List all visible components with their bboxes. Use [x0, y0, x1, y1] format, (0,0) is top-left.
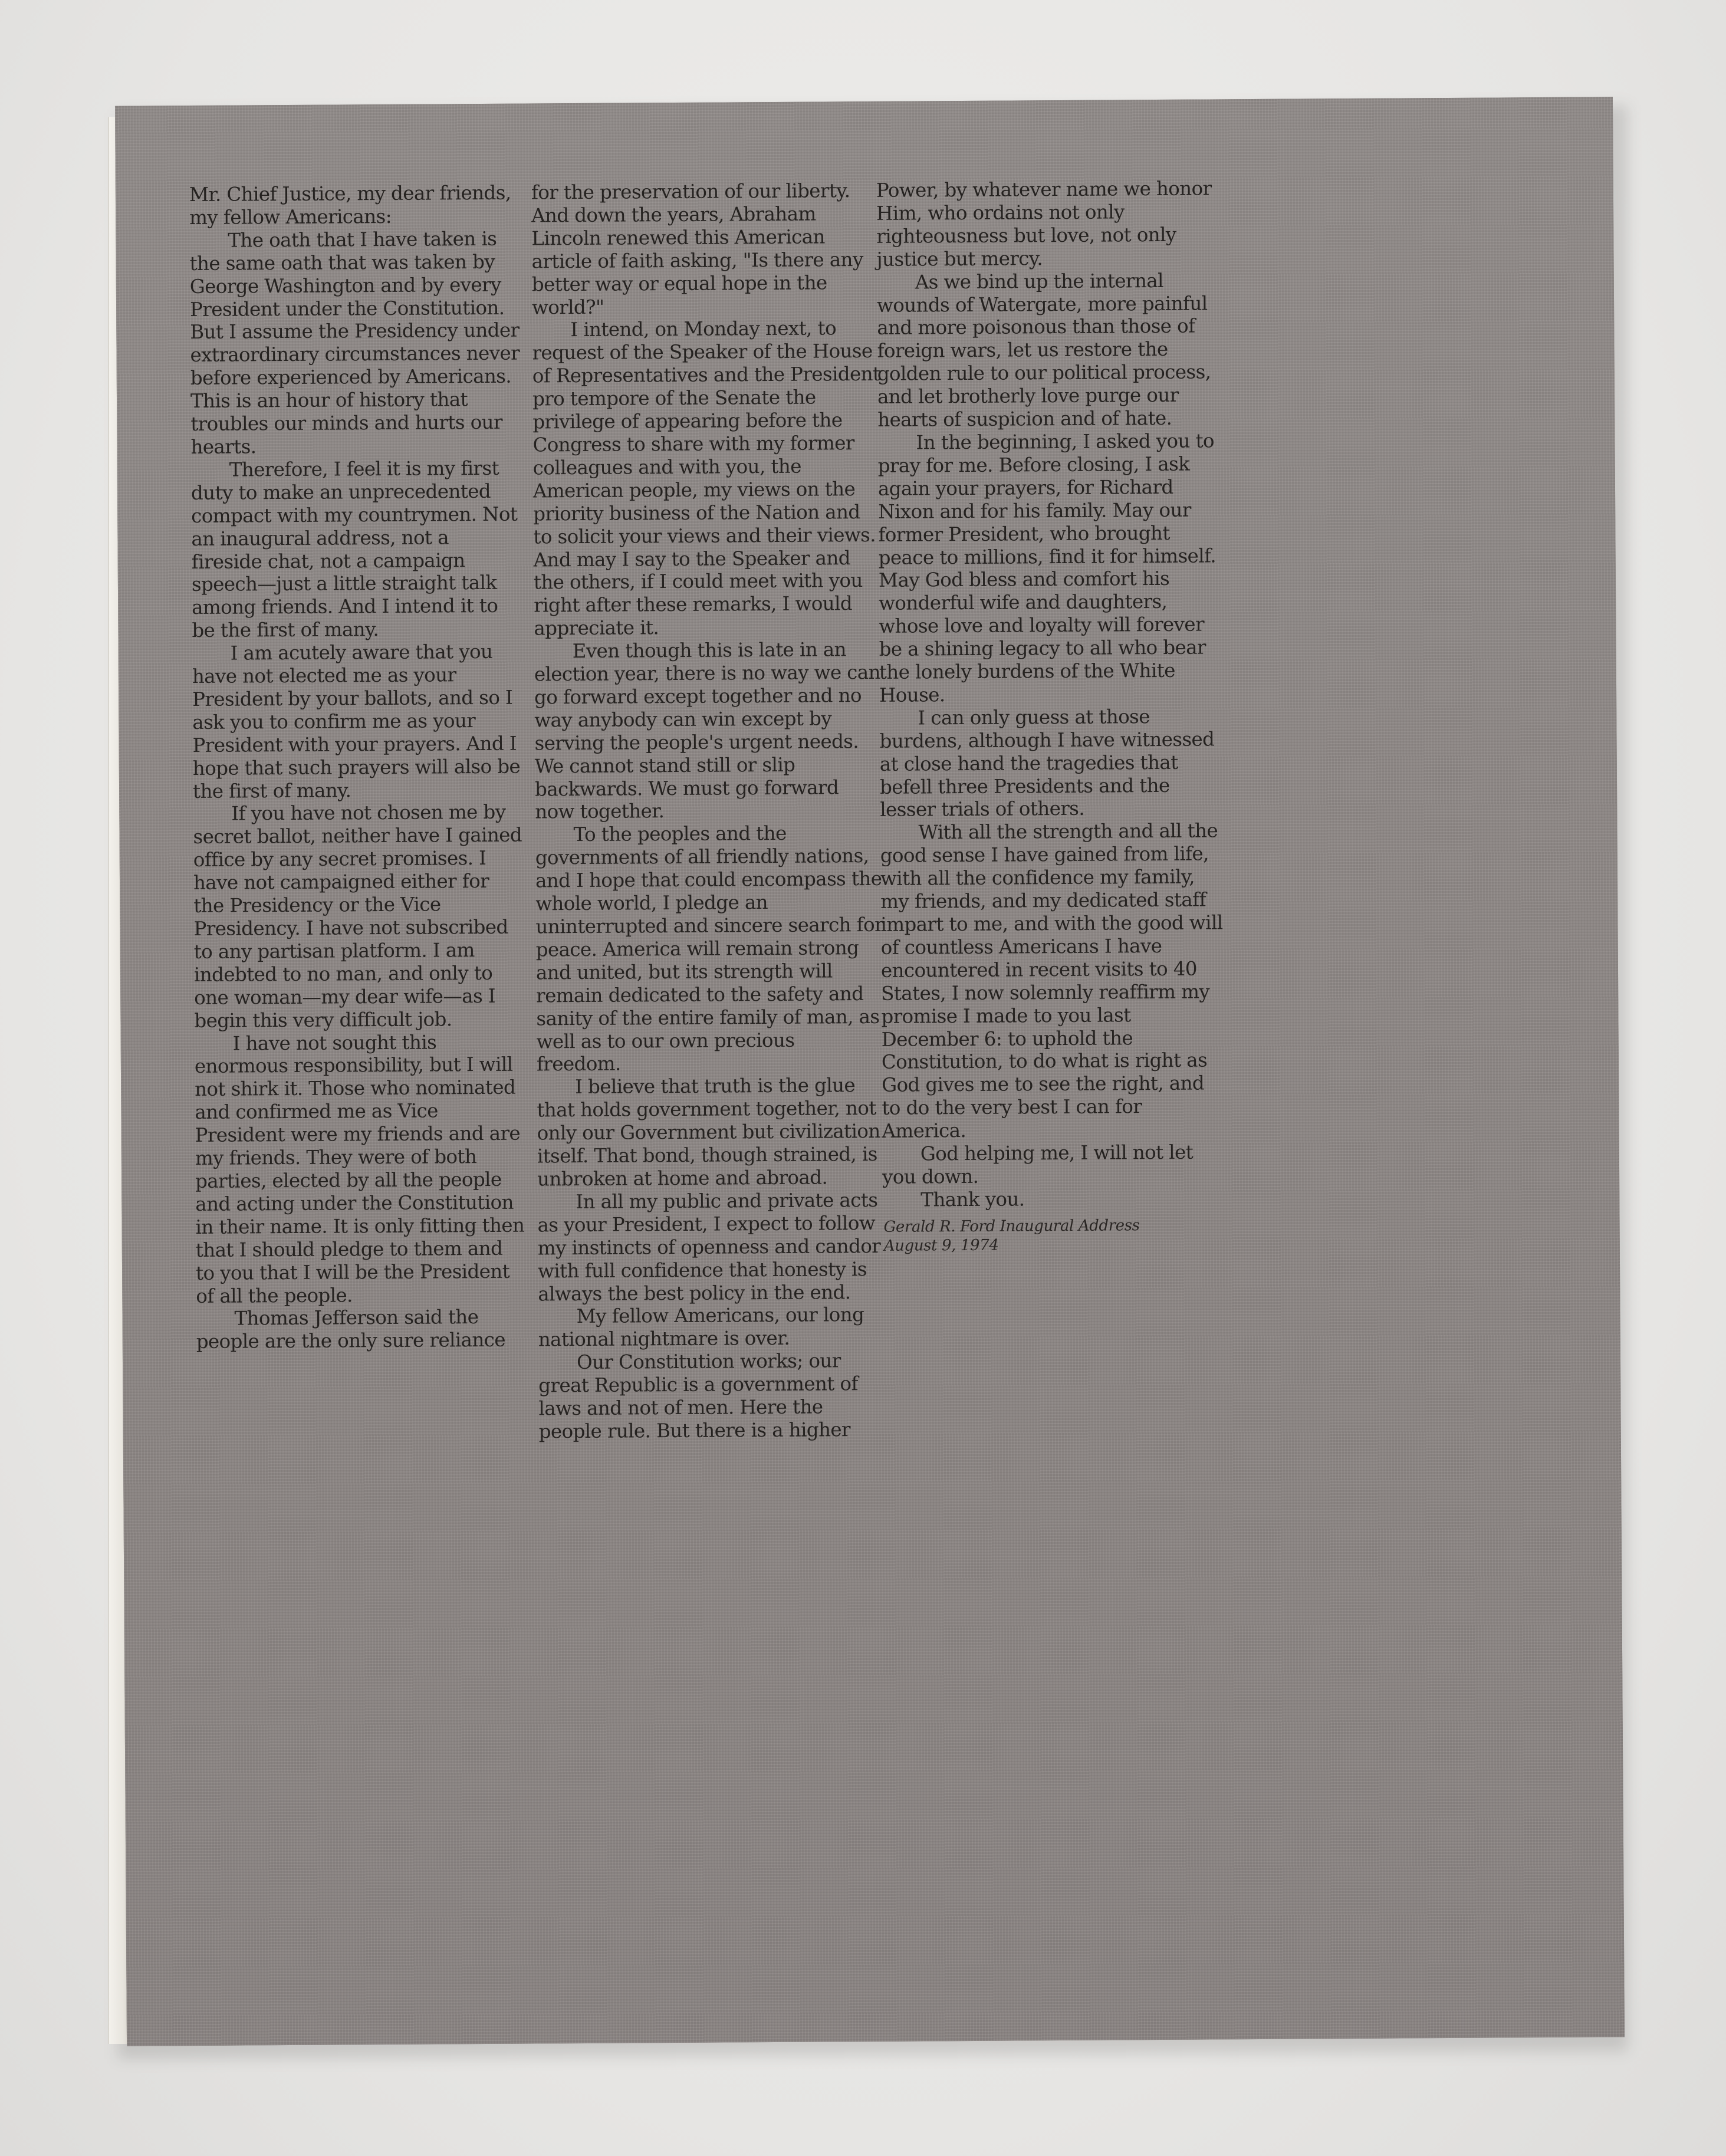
paragraph: In all my public and private acts as your President, I expect to follow my instincts of openness and candor with full confidence that honesty is always the best policy in the end.	[537, 1188, 881, 1305]
paragraph: I have not sought this enormous responsibility, but I will not shirk it. Those who nominated and confirmed me as Vice President were my friends and are my friends. They were of both parties, elected by all the people and acting under the Constitution in their name. It is only fitting then that I should pledge to them and to you that I will be the President of all the people.	[194, 1031, 525, 1307]
paragraph: To the peoples and the governments of all friendly nations, and I hope that could encompass the whole world, I pledge an uninterrupted and sincere search for peace. America will remain strong and united, but its strength will remain dedicated to the safety and sanity of the entire family of man, as well as to our own precious freedom.	[535, 822, 884, 1076]
paragraph: My fellow Americans, our long national nightmare is over.	[538, 1303, 864, 1351]
paragraph: I intend, on Monday next, to request of the Speaker of the House of Representatives and the President pro tempore of the Senate the privilege of appearing before the Congress to share with my former colleagues and with you, the American people, my views on the priority business of the Nation and to solicit your views and their views. And may I say to the Speaker and the others, if I could meet with you right after these remarks, I would appreciate it.	[532, 317, 880, 640]
closing-line: Thank you.	[920, 1188, 1025, 1211]
paragraph: I am acutely aware that you have not elected me as your President by your ballots, and so I ask you to confirm me as your President with your prayers. And I hope that such prayers will also be the first of many.	[192, 640, 521, 803]
paragraph: Thomas Jefferson said the people are the only sure reliance	[196, 1306, 506, 1353]
paragraph: Therefore, I feel it is my first duty to make an unprecedented compact with my countrymen. Not an inaugural address, not a fireside chat, not a campaign speech—just a little straight talk among friends. And I intend it to be the first of many.	[190, 456, 518, 642]
paragraph-continued: Power, by whatever name we honor Him, who ordains not only righteousness but love, not only justice but mercy.	[876, 177, 1212, 271]
document-page	[115, 97, 1625, 2046]
text-column-3	[876, 177, 1225, 1255]
paragraph: Our Constitution works; our great Republic is a government of laws and not of men. Here the people rule. But there is a higher	[538, 1349, 858, 1443]
paragraph-continued: for the preservation of our liberty. And down the years, Abraham Lincoln renewed this American article of faith asking, "Is there any better way or equal hope in the world?"	[531, 179, 863, 319]
text-column-1	[189, 182, 527, 1354]
salutation: Mr. Chief Justice, my dear friends, my fellow Americans:	[189, 181, 511, 229]
paragraph: If you have not chosen me by secret ballot, neither have I gained office by any secret promises. I have not campaigned either for the Presidency or the Vice Presidency. I have not subscribed to any partisan platform. I am indebted to no man, and only to one woman—my dear wife—as I begin this very difficult job.	[193, 801, 522, 1032]
paragraph: With all the strength and all the good sense I have gained from life, with all the confidence my family, my friends, and my dedicated staff impart to me, and with the good will of countless Americans I have encountered in recent visits to 40 States, I now solemnly reaffirm my promise I made to you last December 6: to uphold the Constitution, to do what is right as God gives me to see the right, and to do the very best I can for America.	[880, 819, 1223, 1143]
attribution-title: Gerald R. Ford Inaugural Address	[883, 1216, 1140, 1236]
paragraph: I can only guess at those burdens, although I have witnessed at close hand the tragedies that befell three Presidents and the lesser trials of others.	[879, 705, 1215, 821]
text-column-2	[531, 179, 887, 1443]
paragraph: I believe that truth is the glue that holds government together, not only our Government but civilization itself. That bond, though strained, is unbroken at home and abroad.	[537, 1074, 880, 1191]
paragraph: The oath that I have taken is the same oath that was taken by George Washington and by every President under the Constitution. But I assume the Presidency under extraordinary circumstances never before experienced by Americans. This is an hour of history that troubles our minds and hurts our hearts.	[189, 227, 520, 458]
paragraph: In the beginning, I asked you to pray for me. Before closing, I ask again your prayers, for Richard Nixon and for his family. May our former President, who brought peace to millions, find it for himself. May God bless and comfort his wonderful wife and daughters, whose love and loyalty will forever be a shining legacy to all who bear the lonely burdens of the White House.	[877, 429, 1217, 706]
paragraph: Even though this is late in an election year, there is no way we can go forward except together and no way anybody can win except by serving the people's urgent needs. We cannot stand still or slip backwards. We must go forward now together.	[534, 638, 881, 823]
attribution	[883, 1215, 1225, 1256]
paragraph: As we bind up the internal wounds of Watergate, more painful and more poisonous than those of foreign wars, let us restore the golden rule to our political process, and let brotherly love purge our hearts of suspicion and of hate.	[876, 269, 1211, 431]
paragraph: God helping me, I will not let you down.	[882, 1141, 1194, 1188]
attribution-date: August 9, 1974	[883, 1236, 999, 1255]
